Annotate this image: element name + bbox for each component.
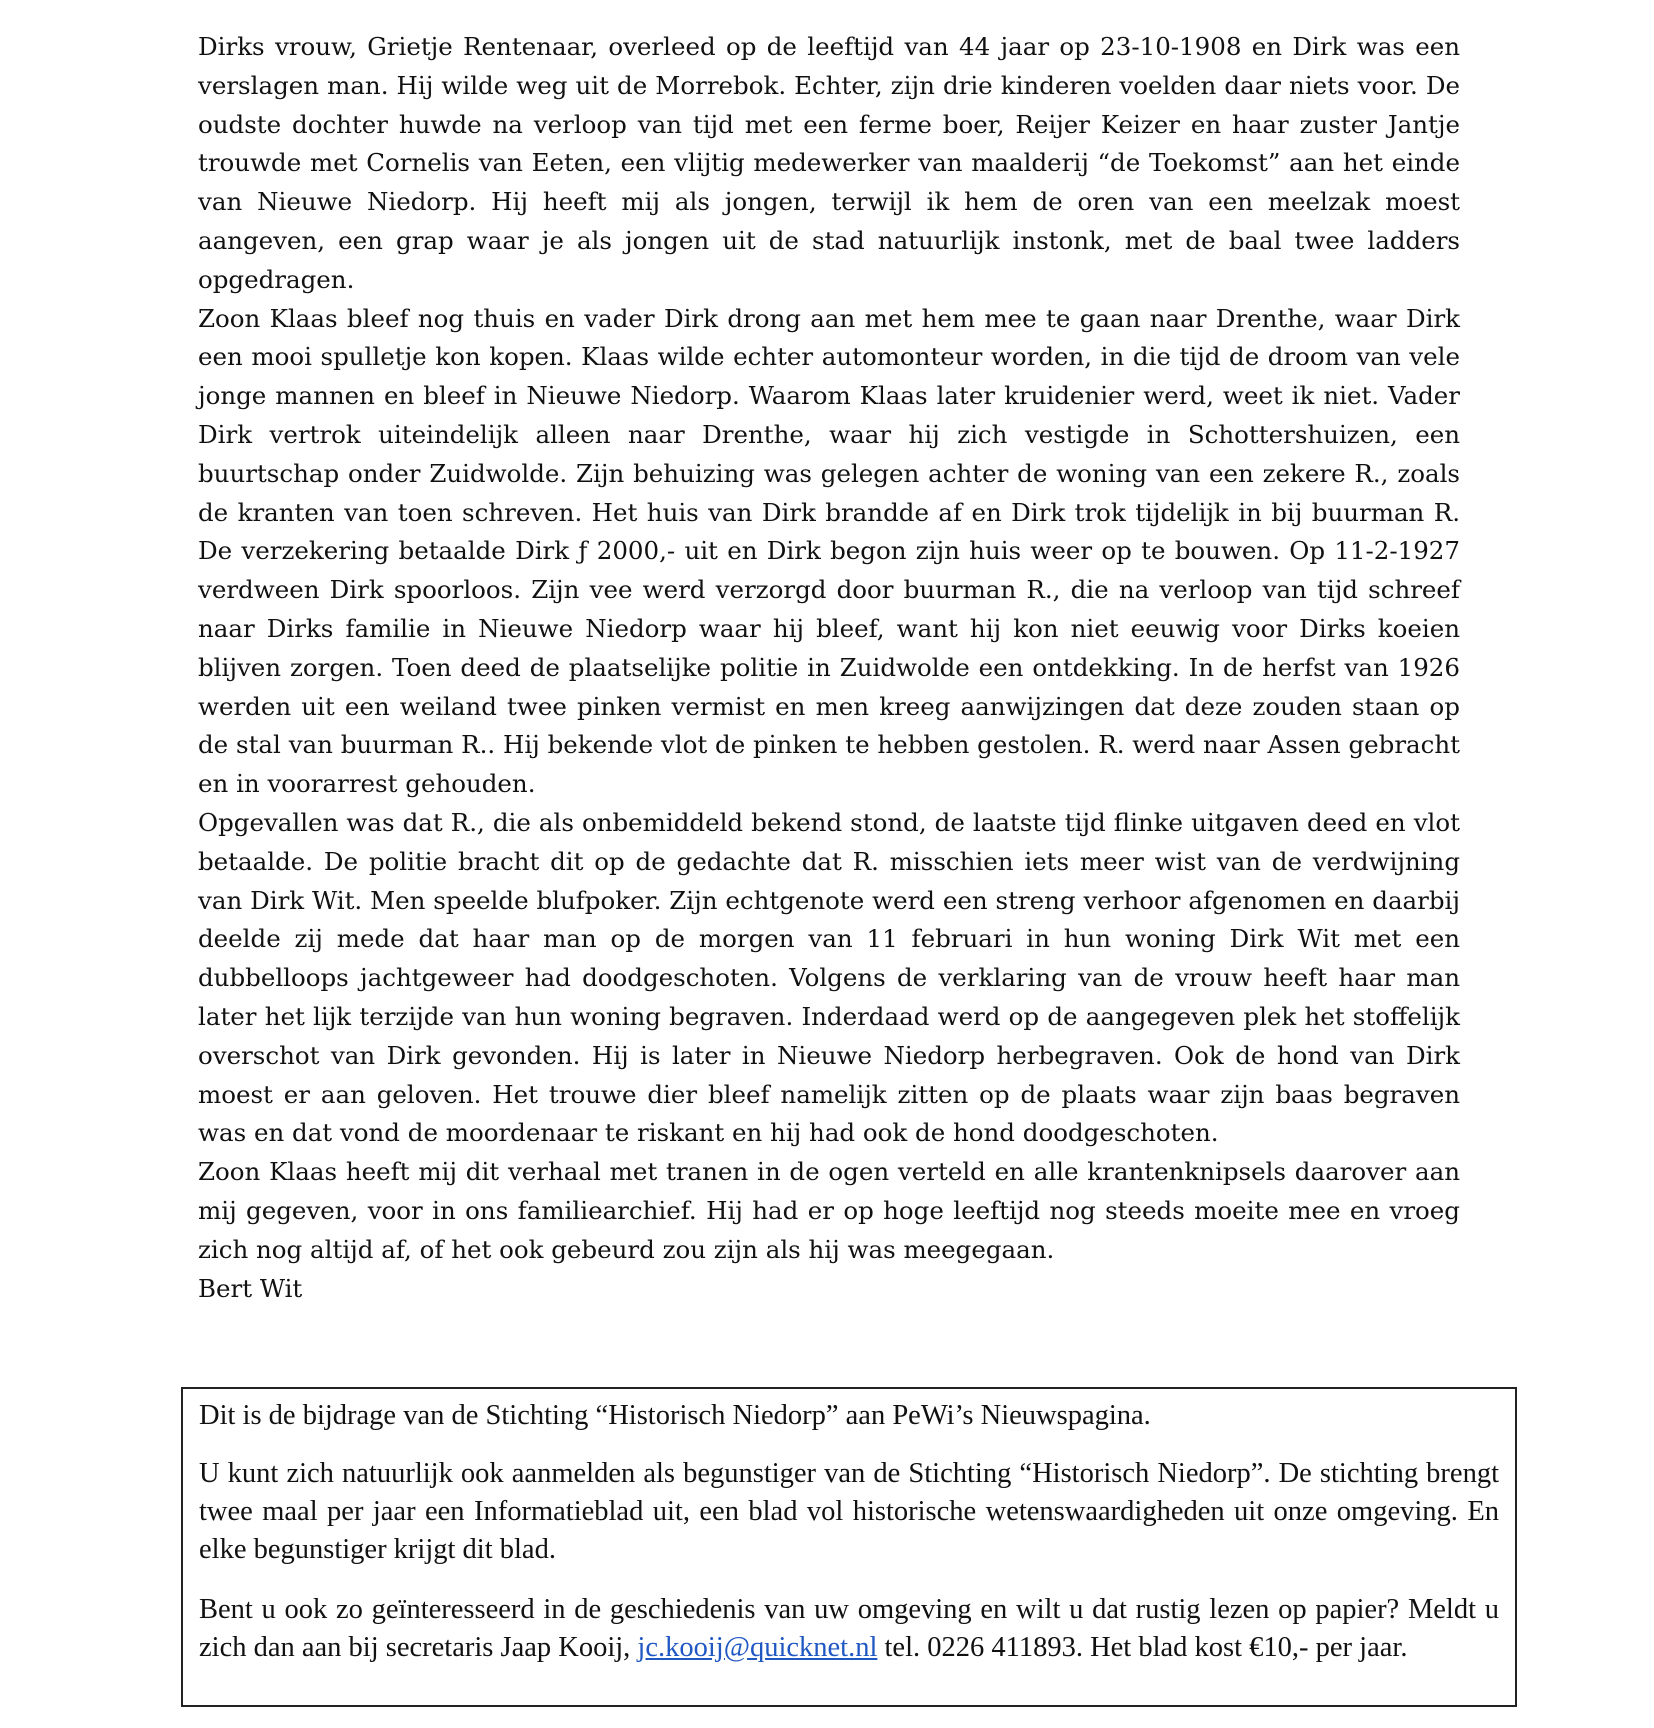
- article-paragraph-2: Zoon Klaas bleef nog thuis en vader Dirk drong aan met hem mee te gaan naar Drenthe, waar Dirk een mooi spulletje kon kopen. Klaas wilde echter automonteur worden, in die tijd de droom van vele jonge mannen en bleef in Nieuwe Niedorp. Waarom Klaas later kruidenier werd, weet ik niet. Vader Dirk vertrok uiteindelijk alleen naar Drenthe, waar hij zich vestigde in Schottershuizen, een buurtschap onder Zuidwolde. Zijn behuizing was gelegen achter de woning van een zekere R., zoals de kranten van toen schreven. Het huis van Dirk brandde af en Dirk trok tijdelijk in bij buurman R. De verzekering betaalde Dirk ƒ 2000,- uit en Dirk begon zijn huis weer op te bouwen. Op 11-2-1927 verdween Dirk spoorloos. Zijn vee werd verzorgd door buurman R., die na verloop van tijd schreef naar Dirks familie in Nieuwe Niedorp waar hij bleef, want hij kon niet eeuwig voor Dirks koeien blijven zorgen. Toen deed de plaatselijke politie in Zuidwolde een ontdekking. In de herfst van 1926 werden uit een weiland twee pinken vermist en men kreeg aanwijzingen dat deze zouden staan op de stal van buurman R.. Hij bekende vlot de pinken te hebben gestolen. R. werd naar Assen gebracht en in voorarrest gehouden.: [198, 303, 1460, 799]
- article-paragraph-3: Opgevallen was dat R., die als onbemiddeld bekend stond, de laatste tijd flinke uitgaven deed en vlot betaalde. De politie bracht dit op de gedachte dat R. misschien iets meer wist van de verdwijning van Dirk Wit. Men speelde blufpoker. Zijn echtgenote werd een streng verhoor afgenomen en daarbij deelde zij mede dat haar man op de morgen van 11 februari in hun woning Dirk Wit met een dubbelloops jachtgeweer had doodgeschoten. Volgens de verklaring van de vrouw heeft haar man later het lijk terzijde van hun woning begraven. Inderdaad werd op de aangegeven plek het stoffelijk overschot van Dirk gevonden. Hij is later in Nieuwe Niedorp herbegraven. Ook de hond van Dirk moest er aan geloven. Het trouwe dier bleef namelijk zitten op de plaats waar zijn baas begraven was en dat vond de moordenaar te riskant en hij had ook de hond doodgeschoten.: [198, 807, 1460, 1148]
- article-body: [198, 28, 1460, 1308]
- info-intro: Dit is de bijdrage van de Stichting “Historisch Niedorp” aan PeWi’s Nieuwspagina.: [199, 1400, 1151, 1431]
- contact-text-before: Bent u ook zo geïnteresseerd in de geschiedenis van uw omgeving en wilt u dat rustig lezen op papier? Meldt u zich dan aan bij secretaris Jaap Kooij,: [199, 1594, 1499, 1663]
- contact-text-after: tel. 0226 411893. Het blad kost €10,- per jaar.: [877, 1632, 1408, 1663]
- author-signature: Bert Wit: [198, 1273, 303, 1303]
- foundation-info-box: [181, 1387, 1517, 1707]
- info-contact: [199, 1591, 1499, 1667]
- article-paragraph-4: Zoon Klaas heeft mij dit verhaal met tranen in de ogen verteld en alle krantenknipsels daarover aan mij gegeven, voor in ons familiearchief. Hij had er op hoge leeftijd nog steeds moeite mee en vroeg zich nog altijd af, of het ook gebeurd zou zijn als hij was meegegaan.: [198, 1157, 1460, 1264]
- info-membership: U kunt zich natuurlijk ook aanmelden als begunstiger van de Stichting “Historisch Niedorp”. De stichting brengt twee maal per jaar een Informatieblad uit, een blad vol historische wetenswaardigheden uit onze omgeving. En elke begunstiger krijgt dit blad.: [199, 1458, 1499, 1565]
- article-paragraph-1: Dirks vrouw, Grietje Rentenaar, overleed op de leeftijd van 44 jaar op 23-10-1908 en Dirk was een verslagen man. Hij wilde weg uit de Morrebok. Echter, zijn drie kinderen voelden daar niets voor. De oudste dochter huwde na verloop van tijd met een ferme boer, Reijer Keizer en haar zuster Jantje trouwde met Cornelis van Eeten, een vlijtig medewerker van maalderij “de Toekomst” aan het einde van Nieuwe Niedorp. Hij heeft mij als jongen, terwijl ik hem de oren van een meelzak moest aangeven, een grap waar je als jongen uit de stad natuurlijk instonk, met de baal twee ladders opgedragen.: [198, 32, 1460, 294]
- email-link[interactable]: jc.kooij@quicknet.nl: [637, 1632, 878, 1663]
